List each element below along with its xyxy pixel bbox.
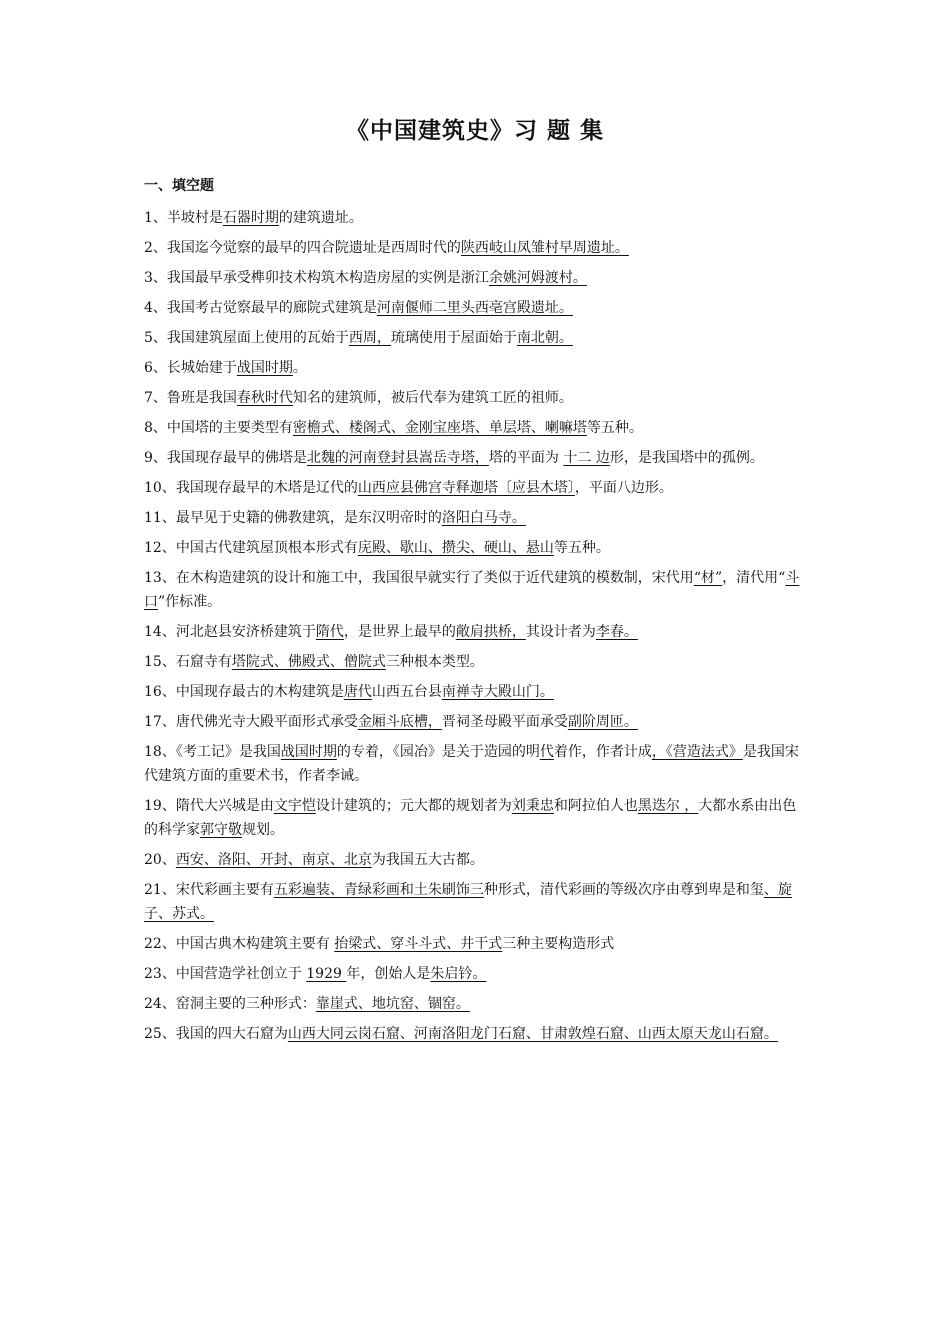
question-text: 规划。 bbox=[242, 822, 284, 838]
question-text: 11、最早见于史籍的佛教建筑，是东汉明帝时的 bbox=[144, 510, 442, 526]
question-text: 等五种。 bbox=[553, 540, 610, 556]
question-text: 17、唐代佛光寺大殿平面形式承受 bbox=[144, 714, 358, 730]
question-text: 的专着，《园冶》是关于造园的明 bbox=[336, 744, 540, 760]
question-item bbox=[144, 356, 809, 380]
question-text: 山西五台县 bbox=[371, 684, 442, 700]
answer-blank: 山西大同云岗石窟、河南洛阳龙门石窟、甘肃敦煌石窟、山西太原天龙山石窟。 bbox=[287, 1026, 778, 1042]
answer-blank: 隋代 bbox=[315, 624, 344, 640]
question-text: 。 bbox=[292, 360, 307, 376]
question-item bbox=[144, 620, 809, 644]
answer-blank: “材” bbox=[693, 570, 723, 586]
question-item bbox=[144, 326, 809, 350]
question-text: 12、中国古代建筑屋顶根本形式有 bbox=[144, 540, 358, 556]
question-list bbox=[144, 206, 809, 1052]
question-text: 三种主要构造形式 bbox=[502, 936, 615, 952]
question-item bbox=[144, 1022, 809, 1046]
answer-blank: 战国时期 bbox=[236, 360, 293, 376]
question-item bbox=[144, 878, 809, 926]
answer-blank: 西周， bbox=[348, 330, 391, 346]
question-text: 年，创始人是 bbox=[346, 966, 431, 982]
question-text: 三种根本类型。 bbox=[385, 654, 484, 670]
answer-blank: 朱启钤。 bbox=[430, 966, 487, 982]
answer-blank: 斗口 bbox=[144, 570, 800, 610]
question-text: 着作，作者计成 bbox=[553, 744, 652, 760]
answer-blank: 抬梁式、穿斗斗式、井干式 bbox=[334, 936, 503, 952]
answer-blank: 河南偃师二里头西亳宫殿遗址。 bbox=[376, 300, 573, 316]
question-text: 琉璃使用于屋面始于 bbox=[390, 330, 517, 346]
question-text: ，是世界上最早的 bbox=[343, 624, 456, 640]
question-text: 18、《考工记》是我国 bbox=[144, 744, 281, 760]
answer-blank: 十二 边 bbox=[563, 450, 610, 466]
question-item bbox=[144, 932, 809, 956]
question-item bbox=[144, 710, 809, 734]
question-text: ，平面八边形。 bbox=[574, 480, 673, 496]
question-item bbox=[144, 848, 809, 872]
question-item bbox=[144, 536, 809, 560]
question-text: 是我国宋代建筑方面的重要术书，作者李诫。 bbox=[144, 744, 799, 784]
question-item bbox=[144, 962, 809, 986]
question-text: 10、我国现存最早的木塔是辽代的 bbox=[144, 480, 358, 496]
question-item bbox=[144, 566, 809, 614]
document-title: 《中国建筑史》习 题 集 bbox=[345, 118, 604, 144]
answer-blank: 山西应县佛宫寺释迦塔〔应县木塔〕 bbox=[357, 480, 575, 496]
answer-blank: 郭守敬 bbox=[200, 822, 242, 838]
question-text: 等五种。 bbox=[586, 420, 643, 436]
question-text: 和阿拉伯人也 bbox=[553, 798, 638, 814]
question-text: 的建筑遗址。 bbox=[278, 210, 363, 226]
answer-blank: 陕西岐山凤雏村早周遗址。 bbox=[460, 240, 629, 256]
question-text: ”作标准。 bbox=[158, 594, 222, 610]
answer-blank: 春秋时代 bbox=[236, 390, 293, 406]
question-item bbox=[144, 740, 809, 788]
question-text: 19、隋代大兴城是由 bbox=[144, 798, 274, 814]
question-text: 4、我国考古觉察最早的廊院式建筑是 bbox=[144, 300, 377, 316]
question-item bbox=[144, 206, 809, 230]
question-text: 20、 bbox=[144, 852, 176, 868]
question-item bbox=[144, 386, 809, 410]
question-text: 22、中国古典木构建筑主要有 bbox=[144, 936, 335, 952]
question-item bbox=[144, 506, 809, 530]
answer-blank: ，《营造法式》 bbox=[651, 744, 743, 760]
question-item bbox=[144, 446, 809, 470]
question-item bbox=[144, 794, 809, 842]
answer-blank: 唐代 bbox=[343, 684, 372, 700]
answer-blank: 五彩遍装、青绿彩画和土朱刷饰三 bbox=[273, 882, 484, 898]
question-text: 塔的平面为 bbox=[488, 450, 564, 466]
answer-blank: 副阶周匝。 bbox=[567, 714, 638, 730]
answer-blank: 庑殿、歇山、攒尖、硬山、悬山 bbox=[357, 540, 554, 556]
question-text: 为我国五大古都。 bbox=[371, 852, 484, 868]
question-text: 23、中国营造学社创立于 bbox=[144, 966, 307, 982]
answer-blank: 密檐式、楼阁式、金刚宝座塔、单层塔、喇嘛塔 bbox=[292, 420, 587, 436]
section-heading: 一、填空题 bbox=[144, 178, 214, 194]
question-text: 7、鲁班是我国 bbox=[144, 390, 237, 406]
answer-blank: 战国时期 bbox=[280, 744, 337, 760]
question-text: 3、我国最早承受榫卯技术构筑木构造房屋的实例是浙江 bbox=[144, 270, 489, 286]
question-text: 大都水系由出色的科学家 bbox=[144, 798, 797, 838]
question-item bbox=[144, 650, 809, 674]
question-text: 5、我国建筑屋面上使用的瓦始于 bbox=[144, 330, 349, 346]
question-text: 种形式，清代彩画的等级次序由尊到卑是和玺 bbox=[483, 882, 764, 898]
question-item bbox=[144, 680, 809, 704]
answer-blank: 金厢斗底槽， bbox=[357, 714, 442, 730]
answer-blank: 南禅寺大殿山门。 bbox=[441, 684, 554, 700]
question-text: 1、半坡村是 bbox=[144, 210, 223, 226]
question-item bbox=[144, 476, 809, 500]
answer-blank: 余姚河姆渡村。 bbox=[488, 270, 587, 286]
question-text: 9、我国现存最早的佛塔是 bbox=[144, 450, 307, 466]
question-text: 2、我国迄今觉察的最早的四合院遗址是西周时代的 bbox=[144, 240, 461, 256]
answer-blank: 北魏的河南登封县嵩岳寺塔， bbox=[306, 450, 489, 466]
question-text: 15、石窟寺有 bbox=[144, 654, 232, 670]
question-text: 16、中国现存最古的木构建筑是 bbox=[144, 684, 344, 700]
answer-blank: 、旋子、苏式。 bbox=[144, 882, 792, 922]
answer-blank: 南北朝。 bbox=[516, 330, 573, 346]
question-text: 25、我国的四大石窟为 bbox=[144, 1026, 288, 1042]
question-text: 其设计者为 bbox=[525, 624, 596, 640]
question-text: 知名的建筑师，被后代奉为建筑工匠的祖师。 bbox=[292, 390, 573, 406]
answer-blank: 黑迭尔 ， bbox=[637, 798, 699, 814]
answer-blank: 石器时期 bbox=[222, 210, 279, 226]
question-text: 设计建筑的；元大都的规划者为 bbox=[315, 798, 512, 814]
question-text: 晋祠圣母殿平面承受 bbox=[441, 714, 568, 730]
answer-blank: 文宇恺 bbox=[273, 798, 316, 814]
question-text: 形，是我国塔中的孤例。 bbox=[609, 450, 764, 466]
answer-blank: 塔院式、佛殿式、僧院式 bbox=[231, 654, 386, 670]
question-item bbox=[144, 416, 809, 440]
answer-blank: 靠崖式、地坑窑、锢窑。 bbox=[315, 996, 470, 1012]
question-text: 21、宋代彩画主要有 bbox=[144, 882, 274, 898]
question-item bbox=[144, 266, 809, 290]
question-text: 24、窑洞主要的三种形式： bbox=[144, 996, 316, 1012]
question-item bbox=[144, 992, 809, 1016]
answer-blank: 刘秉忠 bbox=[511, 798, 554, 814]
question-item bbox=[144, 236, 809, 260]
question-text: 13、在木构造建筑的设计和施工中，我国很早就实行了类似于近代建筑的模数制，宋代用 bbox=[144, 570, 694, 586]
question-text: 8、中国塔的主要类型有 bbox=[144, 420, 293, 436]
answer-blank: 敞肩拱桥， bbox=[455, 624, 526, 640]
answer-blank: 代 bbox=[539, 744, 554, 760]
answer-blank: 1929 bbox=[306, 966, 347, 982]
answer-blank: 洛阳白马寺。 bbox=[441, 510, 526, 526]
question-item bbox=[144, 296, 809, 320]
question-text: 6、长城始建于 bbox=[144, 360, 237, 376]
question-text: ，清代用“ bbox=[722, 570, 786, 586]
answer-blank: 西安、洛阳、开封、南京、北京 bbox=[175, 852, 372, 868]
question-text: 14、河北赵县安济桥建筑于 bbox=[144, 624, 316, 640]
answer-blank: 李春。 bbox=[595, 624, 638, 640]
